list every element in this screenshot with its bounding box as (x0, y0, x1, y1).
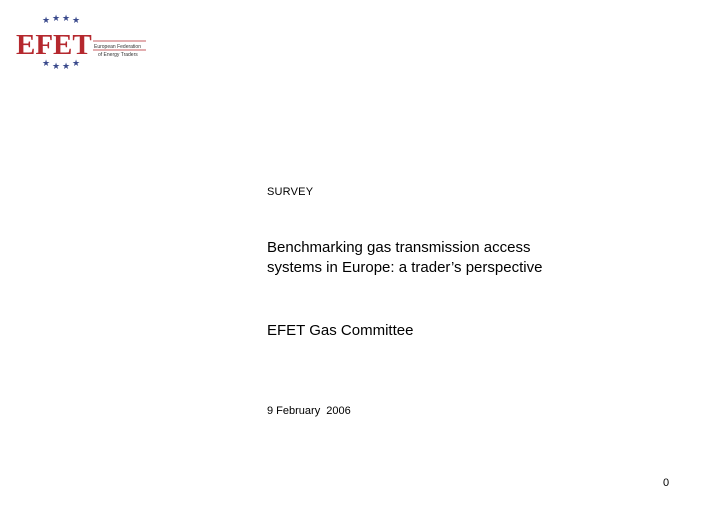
efet-logo-graphic (14, 14, 154, 70)
slide-title-line2: systems in Europe: a trader’s perspective (267, 259, 543, 276)
slide-label: SURVEY (267, 186, 314, 198)
svg-text:★: ★ (42, 16, 51, 26)
svg-text:★: ★ (52, 14, 61, 24)
committee-name: EFET Gas Committee (267, 322, 414, 339)
slide-title-line1: Benchmarking gas transmission access (267, 239, 531, 256)
svg-text:★: ★ (72, 59, 81, 69)
page-number: 0 (663, 477, 670, 489)
logo-wordmark: EFET (16, 29, 92, 61)
efet-logo (14, 14, 154, 70)
logo-tagline-line1: European Federation (94, 44, 141, 50)
svg-text:★: ★ (62, 14, 71, 24)
logo-tagline-line2: of Energy Traders (98, 52, 138, 58)
svg-text:★: ★ (42, 59, 51, 69)
svg-text:★: ★ (72, 16, 81, 26)
slide-date: 9 February 2006 (267, 405, 351, 417)
svg-text:★: ★ (52, 62, 61, 70)
slide-title (267, 238, 647, 278)
svg-text:★: ★ (62, 62, 71, 70)
